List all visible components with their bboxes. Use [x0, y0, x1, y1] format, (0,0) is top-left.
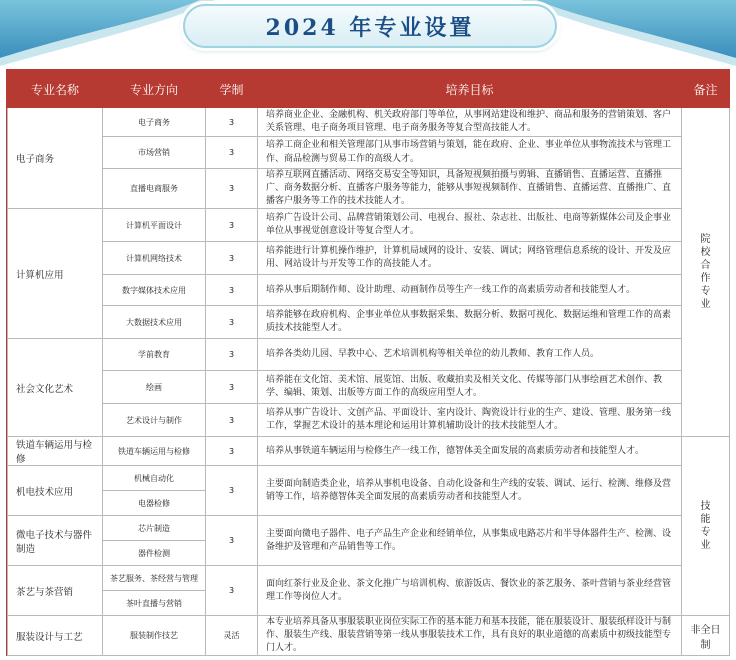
header-banner [0, 0, 736, 68]
objective-cell: 培养工商企业和相关管理部门从事市场营销与策划，能在政府、企业、事业单位从事物流技术与管理工作、商品检测与贸易工作的高级人才。 [258, 137, 682, 169]
table-row [8, 108, 730, 137]
direction-cell: 计算机平面设计 [103, 209, 206, 242]
length-cell: 3 [206, 466, 258, 516]
table-row [8, 616, 730, 656]
table-row [8, 516, 730, 541]
major-cell: 机电技术应用 [8, 466, 103, 516]
table-row [8, 306, 730, 339]
objective-cell: 培养广告设计公司、品牌营销策划公司、电视台、报社、杂志社、出版社、电商等新媒体公司及企事业单位从事视觉创意设计等复合型人才。 [258, 209, 682, 242]
note-text: 技能专业 [700, 501, 711, 552]
direction-cell: 直播电商服务 [103, 169, 206, 209]
direction-cell: 艺术设计与制作 [103, 404, 206, 437]
objective-cell: 面向红茶行业及企业、茶文化推广与培训机构、旅游饭店、餐饮业的茶艺服务、茶叶营销与茶业经营管理工作等岗位人才。 [258, 566, 682, 616]
direction-cell: 市场营销 [103, 137, 206, 169]
direction-cell: 计算机网络技术 [103, 242, 206, 275]
major-cell: 电子商务 [8, 108, 103, 209]
length-cell: 3 [206, 169, 258, 209]
direction-cell: 芯片制造 [103, 516, 206, 541]
note-text: 院校合作专业 [700, 234, 711, 311]
table-row [8, 371, 730, 404]
objective-cell: 主要面向制造类企业，培养从事机电设备、自动化设备和生产线的安装、调试、运行、检测、维修及营销等工作，培养德智体美全面发展的高素质劳动者和技能型人才。 [258, 466, 682, 516]
length-cell: 3 [206, 137, 258, 169]
table-row [8, 275, 730, 306]
objective-cell: 培养能在文化馆、美术馆、展览馆、出版、收藏拍卖及相关文化、传媒等部门从事绘画艺术创作、教学、编辑、策划、出版等方面工作的高级应用型人才。 [258, 371, 682, 404]
table-row [8, 404, 730, 437]
length-cell: 3 [206, 275, 258, 306]
objective-cell: 培养互联网直播活动、网络交易安全等知识，具备短视频拍摄与剪辑、直播销售、直播运营、直播推广、商务数据分析、直播客户服务等能力，能够从事短视频制作、直播销售、直播运营、直播推广、直播客户服务等工作的技术技能人才。 [258, 169, 682, 209]
direction-cell: 茶艺服务、茶经营与管理 [103, 566, 206, 591]
objective-cell: 培养从事铁道车辆运用与检修生产一线工作，德智体美全面发展的高素质劳动者和技能型人才。 [258, 437, 682, 466]
length-cell: 3 [206, 516, 258, 566]
major-cell: 社会文化艺术 [8, 339, 103, 437]
table-row [8, 242, 730, 275]
length-cell: 3 [206, 371, 258, 404]
direction-cell: 铁道车辆运用与检修 [103, 437, 206, 466]
direction-cell: 器件检测 [103, 541, 206, 566]
length-cell: 3 [206, 339, 258, 371]
header-objective: 培养目标 [258, 71, 682, 108]
direction-cell: 绘画 [103, 371, 206, 404]
objective-cell: 培养商业企业、金融机构、机关政府部门等单位，从事网站建设和维护、商品和服务的营销策划、客户关系管理、电子商务项目管理、电子商务服务等复合型高技能人才。 [258, 108, 682, 137]
major-cell: 服装设计与工艺 [8, 616, 103, 656]
table-row [8, 137, 730, 169]
header-note: 备注 [682, 71, 730, 108]
objective-cell: 本专业培养具备从事服装职业岗位实际工作的基本能力和基本技能，能在服装设计、服装纸样设计与制作、服装生产线、服装营销等第一线从事服装技术工作，具有良好的职业道德的高素质中初级技能型专门人才。 [258, 616, 682, 656]
table-row [8, 566, 730, 591]
direction-cell: 学前教育 [103, 339, 206, 371]
objective-cell: 培养各类幼儿园、早教中心、艺术培训机构等相关单位的幼儿教师、教育工作人员。 [258, 339, 682, 371]
length-cell: 3 [206, 404, 258, 437]
direction-cell: 服装制作技艺 [103, 616, 206, 656]
table-row [8, 169, 730, 209]
length-cell: 3 [206, 242, 258, 275]
direction-cell: 机械自动化 [103, 466, 206, 491]
objective-cell: 培养从事广告设计、文创产品、平面设计、室内设计、陶瓷设计行业的生产、建设、管理、服务第一线工作，掌握艺术设计的基本理论和运用计算机辅助设计的技术技能型人才。 [258, 404, 682, 437]
header-major: 专业名称 [8, 71, 103, 108]
length-cell: 3 [206, 108, 258, 137]
objective-cell: 培养从事后期制作师、设计助理、动画制作员等生产一线工作的高素质劳动者和技能型人才。 [258, 275, 682, 306]
length-cell: 3 [206, 566, 258, 616]
length-cell: 3 [206, 437, 258, 466]
direction-cell: 茶叶直播与营销 [103, 591, 206, 616]
major-cell: 茶艺与茶营销 [8, 566, 103, 616]
length-cell: 灵活 [206, 616, 258, 656]
header-length: 学制 [206, 71, 258, 108]
objective-cell: 主要面向微电子器件、电子产品生产企业和经销单位，从事集成电路芯片和半导体器件生产、检测、设备维护及管理和产品销售等工作。 [258, 516, 682, 566]
major-cell: 铁道车辆运用与检修 [8, 437, 103, 466]
program-table [7, 70, 730, 656]
length-cell: 3 [206, 306, 258, 339]
table-row [8, 466, 730, 491]
major-cell: 微电子技术与器件制造 [8, 516, 103, 566]
length-cell: 3 [206, 209, 258, 242]
direction-cell: 电器检修 [103, 491, 206, 516]
objective-cell: 培养能进行计算机操作维护，计算机局域网的设计、安装、调试；网络管理信息系统的设计、开发及应用、网站设计与开发等工作的高技能人才。 [258, 242, 682, 275]
direction-cell: 电子商务 [103, 108, 206, 137]
table-row [8, 437, 730, 466]
major-cell: 计算机应用 [8, 209, 103, 339]
page-title: 2024 年专业设置 [265, 14, 475, 41]
program-table-container [6, 69, 730, 656]
direction-cell: 大数据技术应用 [103, 306, 206, 339]
note-cell [682, 437, 730, 616]
note-cell: 非全日制 [682, 616, 730, 656]
objective-cell: 培养能够在政府机构、企事业单位从事数据采集、数据分析、数据可视化、数据运维和管理工作的高素质技术技能型人才。 [258, 306, 682, 339]
table-row [8, 209, 730, 242]
page-title-frame [183, 4, 557, 48]
table-row [8, 339, 730, 371]
direction-cell: 数字媒体技术应用 [103, 275, 206, 306]
table-header-row [8, 71, 730, 108]
header-direction: 专业方向 [103, 71, 206, 108]
note-cell [682, 108, 730, 437]
